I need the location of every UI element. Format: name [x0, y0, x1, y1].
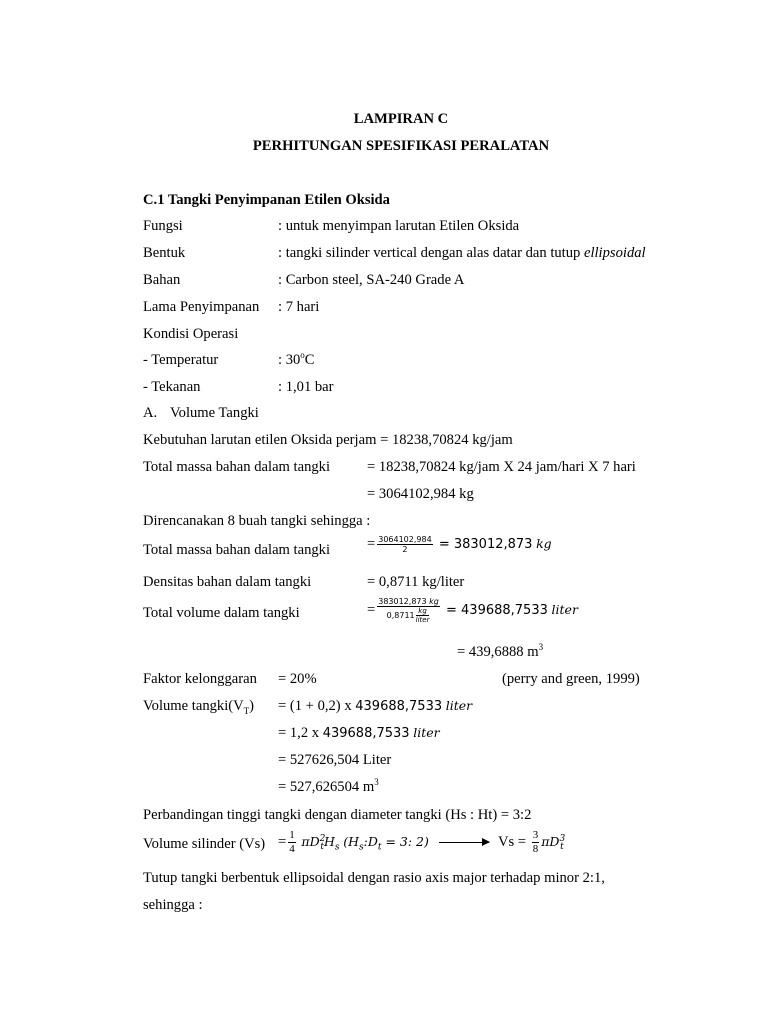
section-title: C.1 Tangki Penyimpanan Etilen Oksida [143, 192, 390, 208]
total-massa-label: Total massa bahan dalam tangki [143, 459, 331, 475]
right-arrow-icon [439, 842, 489, 843]
kebutuhan-line: Kebutuhan larutan etilen Oksida perjam = 18238,70824 kg/jam [143, 432, 513, 448]
vt-eq1: = (1 + 0,2) x 439688,7533 liter [278, 698, 473, 714]
faktor-reference: (perry and green, 1999) [502, 671, 640, 687]
subsection-marker: A. [143, 405, 158, 421]
fraction-inner: $\frac{kg}{\text{liter}}$ [415, 607, 430, 625]
spec-temperatur-label: - Temperatur [143, 352, 219, 368]
total-massa-eq1: = 18238,70824 kg/jam X 24 jam/hari X 7 hari [367, 459, 636, 475]
total-massa2-equation: = $\frac{3064102,984}{2}$ = 383012,873 kg [367, 535, 552, 555]
spec-tekanan-label: - Tekanan [143, 379, 201, 395]
total-volume-label: Total volume dalam tangki [143, 605, 300, 621]
spec-bahan-value: : Carbon steel, SA-240 Grade A [278, 272, 465, 288]
densitas-label: Densitas bahan dalam tangki [143, 574, 312, 590]
faktor-label: Faktor kelonggaran [143, 671, 257, 687]
vs-equation: = $\frac{1}{4}$ $\pi D^2_tH_s$ ($H_s:D_t = 3$: 2) Vs = $\frac{3}{8}$ $\pi D^3_t$ [278, 829, 566, 855]
fraction: 383012,873 kg 0,8711 $\frac{kg}{\text{liter}}$ [378, 597, 439, 625]
spec-bahan-label: Bahan [143, 272, 181, 288]
spec-fungsi-value: : untuk menyimpan larutan Etilen Oksida [278, 218, 520, 234]
fraction: $\frac{3064102,984}{2}$ [378, 535, 432, 555]
vs-label: Volume silinder (Vs) [143, 836, 266, 852]
spec-bentuk-label: Bentuk [143, 245, 186, 261]
vt-eq4: = 527,626504 $m^3$ [278, 777, 379, 795]
densitas-eq: = 0,8711 kg/liter [367, 574, 465, 590]
perbandingan-line: Perbandingan tinggi tangki dengan diameter tangki (Hs : Ht) = 3:2 [143, 807, 532, 823]
spec-lama-label: Lama Penyimpanan [143, 299, 260, 315]
faktor-value: = 20% [278, 671, 317, 687]
tutup-line: Tutup tangki berbentuk ellipsoidal dengan rasio axis major terhadap minor 2:1, [143, 870, 605, 886]
subsection-title: Volume Tangki [170, 405, 259, 421]
spec-temperatur-value: : 30$^o$C [278, 350, 315, 368]
spec-kondisi-label: Kondisi Operasi [143, 326, 239, 342]
total-volume-equation: = 383012,873 kg 0,8711 $\frac{kg}{\text{liter}}$ = 439688,7533 liter [367, 597, 578, 625]
vt-label: Volume $tangki(V_T)$ [143, 698, 255, 716]
total-massa-eq2: = 3064102,984 kg [367, 486, 474, 502]
spec-tekanan-value: : 1,01 bar [278, 379, 334, 395]
page-title: LAMPIRAN C [353, 111, 449, 127]
page-subtitle: PERHITUNGAN SPESIFIKASI PERALATAN [252, 138, 550, 154]
vt-eq3: = 527626,504 Liter [278, 752, 392, 768]
total-massa2-label: Total massa bahan dalam tangki [143, 542, 331, 558]
direncanakan-line: Direncanakan 8 buah tangki sehingga : [143, 513, 371, 529]
spec-fungsi-label: Fungsi [143, 218, 183, 234]
vt-eq2: = 1,2 x 439688,7533 liter [278, 725, 440, 741]
fraction: $\frac{3}{8}$ [532, 829, 539, 855]
spec-bentuk-value: : tangki silinder vertical dengan alas datar dan tutup ellipsoidal [278, 245, 646, 261]
fraction: $\frac{1}{4}$ [289, 829, 295, 855]
spec-lama-value: : 7 hari [278, 299, 320, 315]
sehingga-line: sehingga : [143, 897, 203, 913]
total-volume-m3: = 439,6888 $m^3$ [457, 642, 544, 660]
